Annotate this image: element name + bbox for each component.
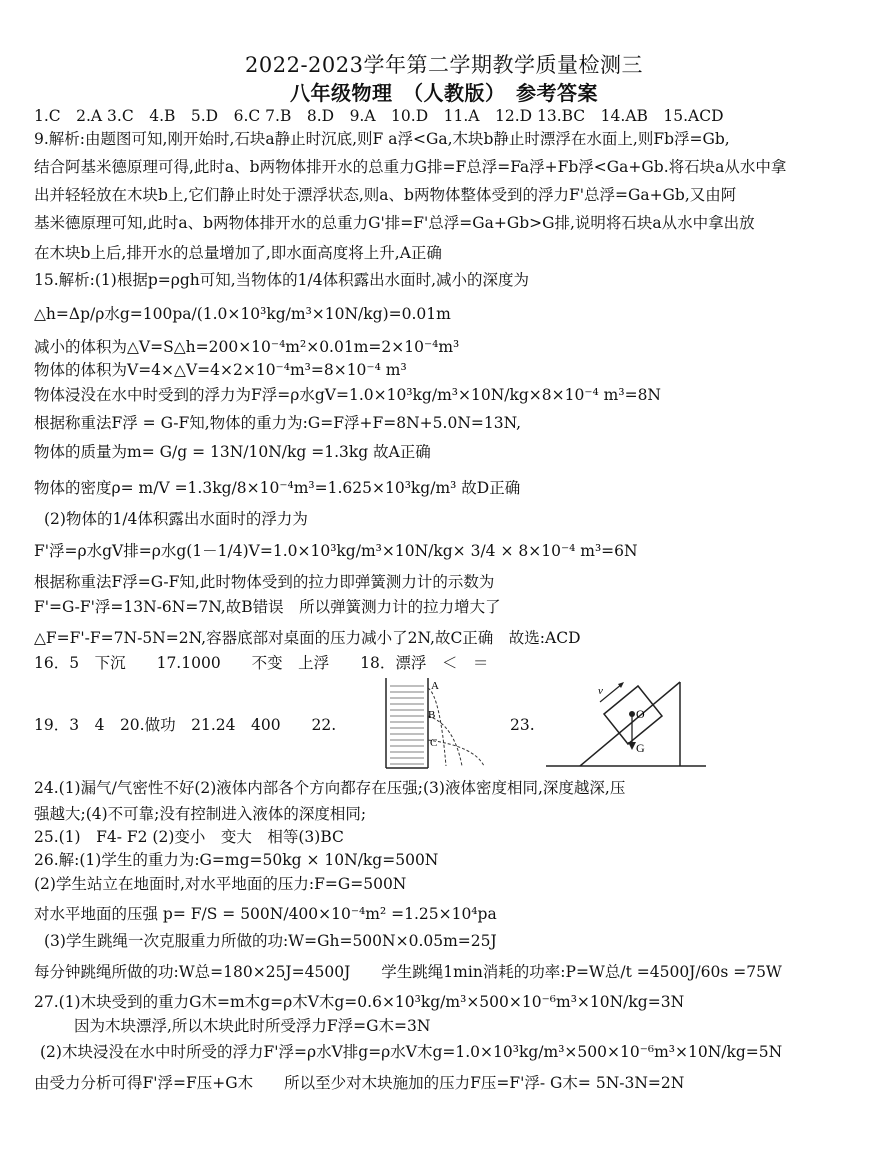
answer-line: 强越大;(4)不可靠;没有控制进入液体的深度相同; bbox=[34, 805, 367, 823]
formula-line: △h=Δp/ρ水g=100pa/(1.0×10³kg/m³×10N/kg)=0.01m bbox=[34, 305, 451, 323]
answer-line: 19．3 4 20.做功 21.24 400 22. bbox=[34, 716, 337, 734]
answer-line: 26.解:(1)学生的重力为:G=mg=50kg × 10N/kg=500N bbox=[34, 851, 439, 869]
velocity-label: v bbox=[598, 685, 603, 697]
answer-line: (2)物体的1/4体积露出水面时的浮力为 bbox=[44, 510, 308, 528]
label-b: B bbox=[428, 709, 436, 721]
q23-incline-figure bbox=[540, 672, 712, 770]
answer-line: 减小的体积为△V=S△h=200×10⁻⁴m²×0.01m=2×10⁻⁴m³ bbox=[34, 338, 460, 356]
answer-line: 根据称重法F浮 = G-F知,物体的重力为:G=F浮+F=8N+5.0N=13N, bbox=[34, 414, 522, 432]
answer-line: 24.(1)漏气/气密性不好(2)液体内部各个方向都存在压强;(3)液体密度相同,深度越深,压 bbox=[34, 779, 626, 797]
answer-line: 27.(1)木块受到的重力G木=m木g=ρ木V木g=0.6×10³kg/m³×500×10⁻⁶m³×10N/kg=3N bbox=[34, 993, 685, 1011]
answer-line: 物体浸没在水中时受到的浮力为F浮=ρ水gV=1.0×10³kg/m³×10N/kg×8×10⁻⁴ m³=8N bbox=[34, 386, 661, 404]
answer-line: (2)学生站立在地面时,对水平地面的压力:F=G=500N bbox=[34, 875, 407, 893]
answer-line: 出并轻轻放在木块b上,它们静止时处于漂浮状态,则a、b两物体整体受到的浮力F'总浮=Ga+Gb,又由阿 bbox=[34, 186, 737, 204]
answer-line: 因为木块漂浮,所以木块此时所受浮力F浮=G木=3N bbox=[74, 1017, 431, 1035]
answer-line: 25.(1) F4- F2 (2)变小 变大 相等(3)BC bbox=[34, 828, 344, 846]
formula-line: 物体的质量为m= G/g = 13N/10N/kg =1.3kg 故A正确 bbox=[34, 443, 431, 461]
answer-line: 物体的体积为V=4×△V=4×2×10⁻⁴m³=8×10⁻⁴ m³ bbox=[34, 361, 407, 379]
answer-line: 16．5 下沉 17.1000 不变 上浮 18．漂浮 ＜ ＝ bbox=[34, 654, 489, 672]
answer-line: 基米德原理可知,此时a、b两物体排开水的总重力G'排=F'总浮=Ga+Gb>G排,说明将石块a从水中拿出放 bbox=[34, 214, 755, 232]
gravity-label: G bbox=[636, 741, 645, 755]
answer-line: 根据称重法F浮=G-F知,此时物体受到的拉力即弹簧测力计的示数为 bbox=[34, 573, 495, 591]
answer-line: F'=G-F'浮=13N-6N=7N,故B错误 所以弹簧测力计的拉力增大了 bbox=[34, 598, 501, 616]
answer-line: 15.解析:(1)根据p=ρgh可知,当物体的1/4体积露出水面时,减小的深度为 bbox=[34, 271, 530, 289]
document-subtitle: 八年级物理 （人教版） 参考答案 bbox=[290, 81, 598, 105]
document-title: 2022-2023学年第二学期教学质量检测三 bbox=[245, 53, 643, 77]
answer-line: 结合阿基米德原理可得,此时a、b两物体排开水的总重力G排=F总浮=Fa浮+Fb浮<Ga+Gb.将石块a从水中拿 bbox=[34, 158, 787, 176]
formula-line: 物体的密度ρ= m/V =1.3kg/8×10⁻⁴m³=1.625×10³kg/m³ 故D正确 bbox=[34, 479, 521, 497]
label-c: C bbox=[430, 737, 438, 749]
formula-line: 对水平地面的压强 p= F/S = 500N/400×10⁻⁴m² =1.25×10⁴pa bbox=[34, 905, 497, 923]
label-a: A bbox=[431, 680, 439, 692]
q23-label: 23. bbox=[510, 716, 535, 734]
center-label: O bbox=[636, 707, 645, 721]
formula-line: 每分钟跳绳所做的功:W总=180×25J=4500J 学生跳绳1min消耗的功率:P=W总/t =4500J/60s =75W bbox=[34, 963, 782, 981]
answer-line: (3)学生跳绳一次克服重力所做的功:W=Gh=500N×0.05m=25J bbox=[44, 932, 497, 950]
q22-container-figure bbox=[384, 676, 494, 770]
answer-line: 1.C 2.A 3.C 4.B 5.D 6.C 7.B 8.D 9.A 10.D 11.A 12.D 13.BC 14.AB 15.ACD bbox=[34, 107, 724, 125]
answer-line: (2)木块浸没在水中时所受的浮力F'浮=ρ水V排g=ρ水V木g=1.0×10³kg/m³×500×10⁻⁶m³×10N/kg=5N bbox=[40, 1043, 783, 1061]
answer-line: 由受力分析可得F'浮=F压+G木 所以至少对木块施加的压力F压=F'浮- G木= 5N-3N=2N bbox=[34, 1074, 685, 1092]
answer-line: 9.解析:由题图可知,刚开始时,石块a静止时沉底,则F a浮<Ga,木块b静止时漂浮在水面上,则Fb浮=Gb, bbox=[34, 130, 730, 148]
answer-line: △F=F'-F=7N-5N=2N,容器底部对桌面的压力减小了2N,故C正确 故选:ACD bbox=[34, 629, 581, 647]
answer-line: 在木块b上后,排开水的总量增加了,即水面高度将上升,A正确 bbox=[34, 244, 442, 262]
formula-line: F'浮=ρ水gV排=ρ水g(1－1/4)V=1.0×10³kg/m³×10N/kg× 3/4 × 8×10⁻⁴ m³=6N bbox=[34, 542, 638, 560]
